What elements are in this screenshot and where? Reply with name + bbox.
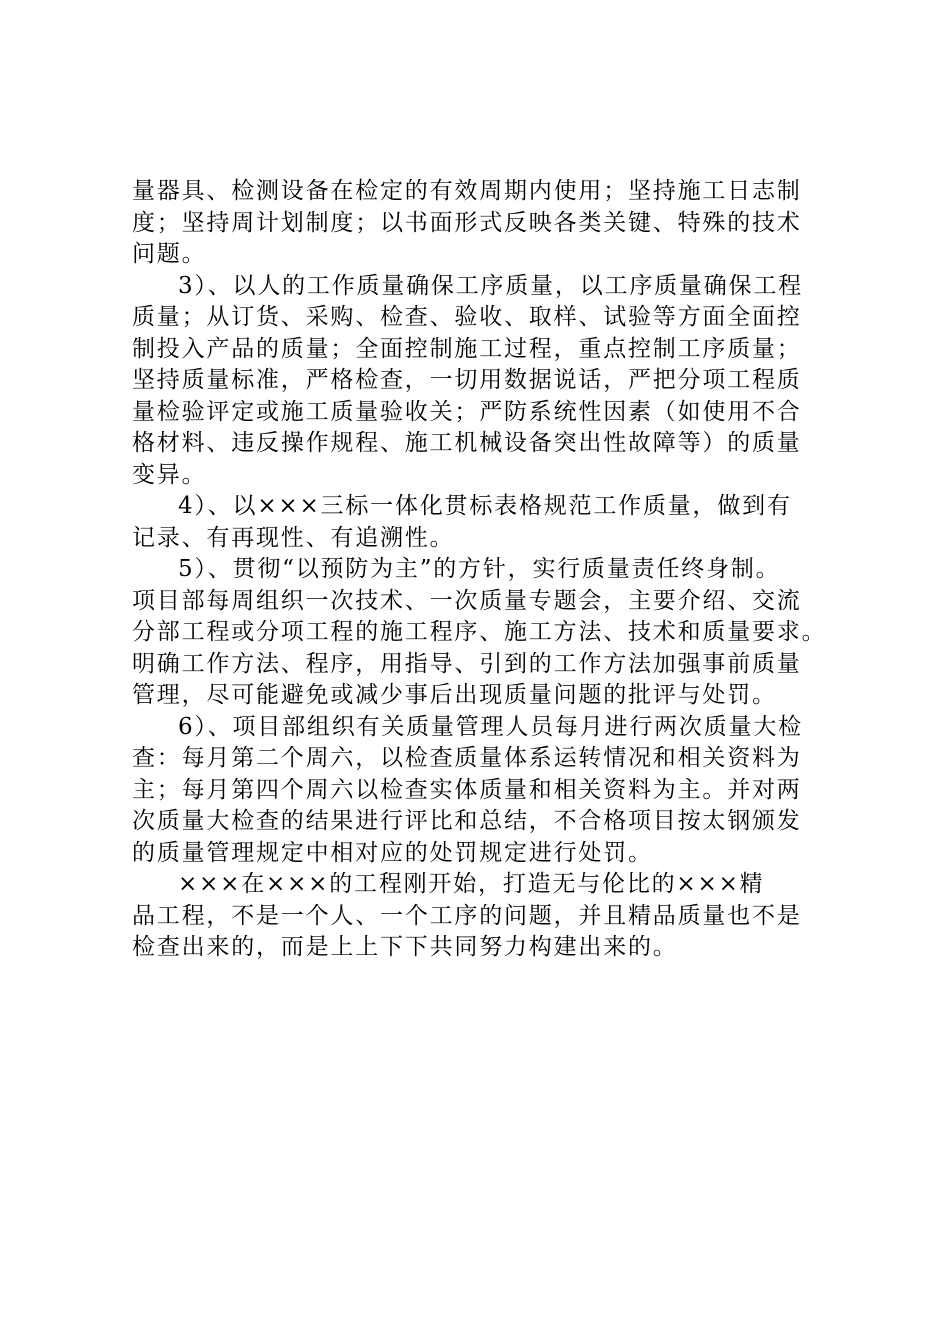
text-line: 质量；从订货、采购、检查、验收、取样、试验等方面全面控 (132, 304, 802, 330)
text-line: 管理，尽可能避免或减少事后出现质量问题的批评与处罚。 (132, 682, 777, 708)
text-line: 度；坚持周计划制度；以书面形式反映各类关键、特殊的技术 (132, 209, 802, 236)
text-line: 的质量管理规定中相对应的处罚规定进行处罚。 (132, 839, 653, 866)
text-line: 检查出来的，而是上上下下共同努力构建出来的。 (132, 934, 678, 960)
text-line: 主；每月第四个周六以检查实体质量和相关资料为主。并对两 (132, 776, 802, 803)
paragraph-4-start: 4）、以×××三标一体化贯标表格规范工作质量，做到有 (178, 493, 792, 519)
text-line: 项目部每周组织一次技术、一次质量专题会，主要介绍、交流 (132, 587, 802, 614)
paragraph-3-start: 3）、以人的工作质量确保工序质量，以工序质量确保工程 (178, 272, 803, 299)
text-line: 格材料、违反操作规程、施工机械设备突出性故障等）的质量 (132, 430, 802, 456)
text-line: 变异。 (132, 461, 207, 488)
text-line: 量检验评定或施工质量验收关；严防系统性因素（如使用不合 (132, 398, 802, 425)
text-line: 品工程，不是一个人、一个工序的问题，并且精品质量也不是 (132, 902, 802, 929)
text-line: 量器具、检测设备在检定的有效周期内使用；坚持施工日志制 (132, 178, 802, 204)
text-line: 次质量大检查的结果进行评比和总结，不合格项目按太钢颁发 (132, 808, 802, 834)
text-line: 坚持质量标准，严格检查，一切用数据说话，严把分项工程质 (132, 367, 802, 393)
paragraph-5-start: 5）、贯彻“以预防为主”的方针，实行质量责任终身制。 (178, 556, 781, 582)
text-line: 记录、有再现性、有追溯性。 (132, 524, 455, 551)
paragraph-closing-start: ×××在×××的工程刚开始，打造无与伦比的×××精 (178, 871, 765, 897)
text-line: 问题。 (132, 241, 207, 267)
text-line: 制投入产品的质量；全面控制施工过程，重点控制工序质量； (132, 335, 802, 362)
text-line: 分部工程或分项工程的施工程序、施工方法、技术和质量要求。 (132, 619, 827, 645)
text-line: 查：每月第二个周六，以检查质量体系运转情况和相关资料为 (132, 745, 802, 771)
paragraph-6-start: 6）、项目部组织有关质量管理人员每月进行两次质量大检 (178, 713, 803, 740)
text-line: 明确工作方法、程序，用指导、引到的工作方法加强事前质量 (132, 650, 802, 677)
document-body (132, 176, 832, 964)
